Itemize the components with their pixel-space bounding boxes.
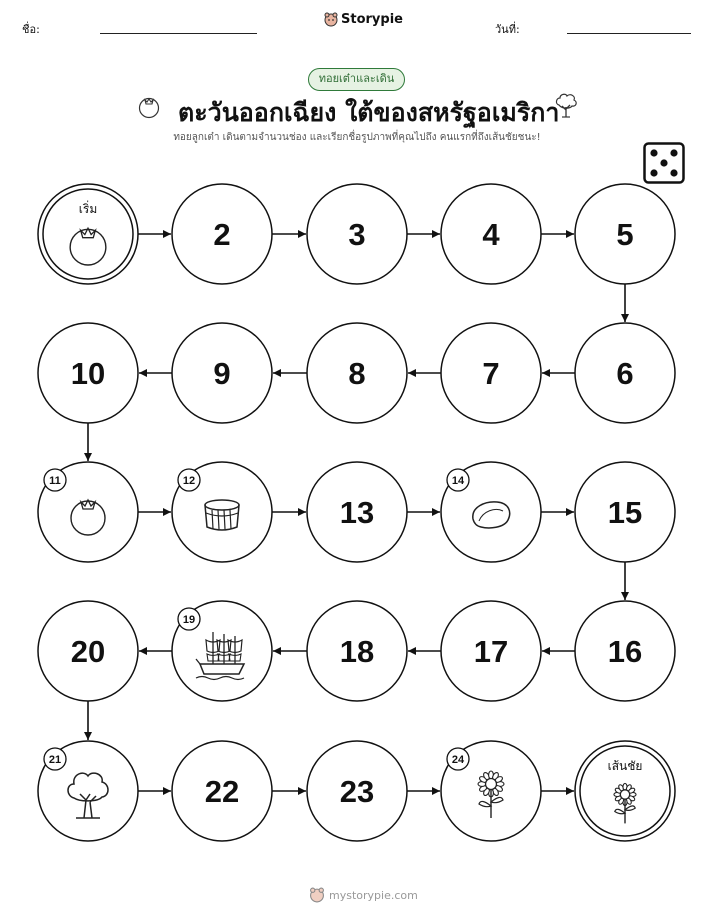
board-space-8[interactable]: [307, 323, 407, 423]
board-space-10[interactable]: [38, 323, 138, 423]
board-space-17[interactable]: [441, 601, 541, 701]
board-spaces: [38, 184, 675, 841]
board-space-22[interactable]: [172, 741, 272, 841]
board-space-11[interactable]: [38, 462, 138, 562]
board-space-23[interactable]: [307, 741, 407, 841]
board-space-15[interactable]: [575, 462, 675, 562]
space-number: 12: [182, 475, 196, 487]
space-number: 9: [213, 356, 231, 391]
space-number: 17: [473, 634, 509, 669]
board-space-3[interactable]: [307, 184, 407, 284]
board-space-25[interactable]: [575, 741, 675, 841]
footer: [309, 887, 418, 903]
space-number: 4: [482, 217, 500, 252]
board-space-14[interactable]: [441, 462, 541, 562]
space-circle: [38, 184, 138, 284]
board-space-4[interactable]: [441, 184, 541, 284]
space-number: 18: [339, 634, 375, 669]
board-space-18[interactable]: [307, 601, 407, 701]
space-number: 19: [182, 614, 196, 626]
space-number: 21: [48, 754, 62, 766]
board-space-19[interactable]: [172, 601, 272, 701]
space-number: 15: [607, 495, 643, 530]
space-number: 7: [482, 356, 500, 391]
board-space-5[interactable]: [575, 184, 675, 284]
space-number: 6: [616, 356, 634, 391]
activity-badge: ทอยเต๋าและเดิน: [308, 68, 405, 91]
board-space-6[interactable]: [575, 323, 675, 423]
finish-label: เส้นชัย: [607, 759, 643, 773]
space-number: 20: [70, 634, 106, 669]
instructions: ทอยลูกเต๋า เดินตามจำนวนช่อง และเรียกชื่อรูปภาพที่คุณไปถึง คนแรกที่ถึงเส้นชัยชนะ!: [173, 132, 541, 143]
board-space-1[interactable]: [38, 184, 138, 284]
board-space-13[interactable]: [307, 462, 407, 562]
page-title: ตะวันออกเฉียง ใต้ของสหรัฐอเมริกา: [178, 98, 560, 127]
board-space-2[interactable]: [172, 184, 272, 284]
name-label: ชื่อ:: [22, 23, 40, 36]
board-space-24[interactable]: [441, 741, 541, 841]
brand-name: Storypie: [341, 12, 403, 27]
space-number: 16: [607, 634, 643, 669]
space-number: 23: [339, 774, 375, 809]
space-number: 3: [348, 217, 366, 252]
space-number: 24: [451, 754, 465, 766]
board-space-21[interactable]: [38, 741, 138, 841]
footer-url: mystorypie.com: [329, 888, 418, 902]
board-space-20[interactable]: [38, 601, 138, 701]
board-space-12[interactable]: [172, 462, 272, 562]
space-number: 14: [451, 475, 465, 487]
space-number: 22: [204, 774, 240, 809]
date-label: วันที่:: [495, 23, 520, 36]
storypie-mascot-icon: [309, 887, 325, 903]
space-number: 2: [213, 217, 231, 252]
space-number: 5: [616, 217, 634, 252]
board-space-7[interactable]: [441, 323, 541, 423]
space-number: 11: [49, 475, 61, 487]
space-number: 8: [348, 356, 366, 391]
board-space-16[interactable]: [575, 601, 675, 701]
space-number: 13: [339, 495, 375, 530]
start-label: เริ่ม: [78, 202, 98, 216]
board-space-9[interactable]: [172, 323, 272, 423]
space-number: 10: [70, 356, 106, 391]
